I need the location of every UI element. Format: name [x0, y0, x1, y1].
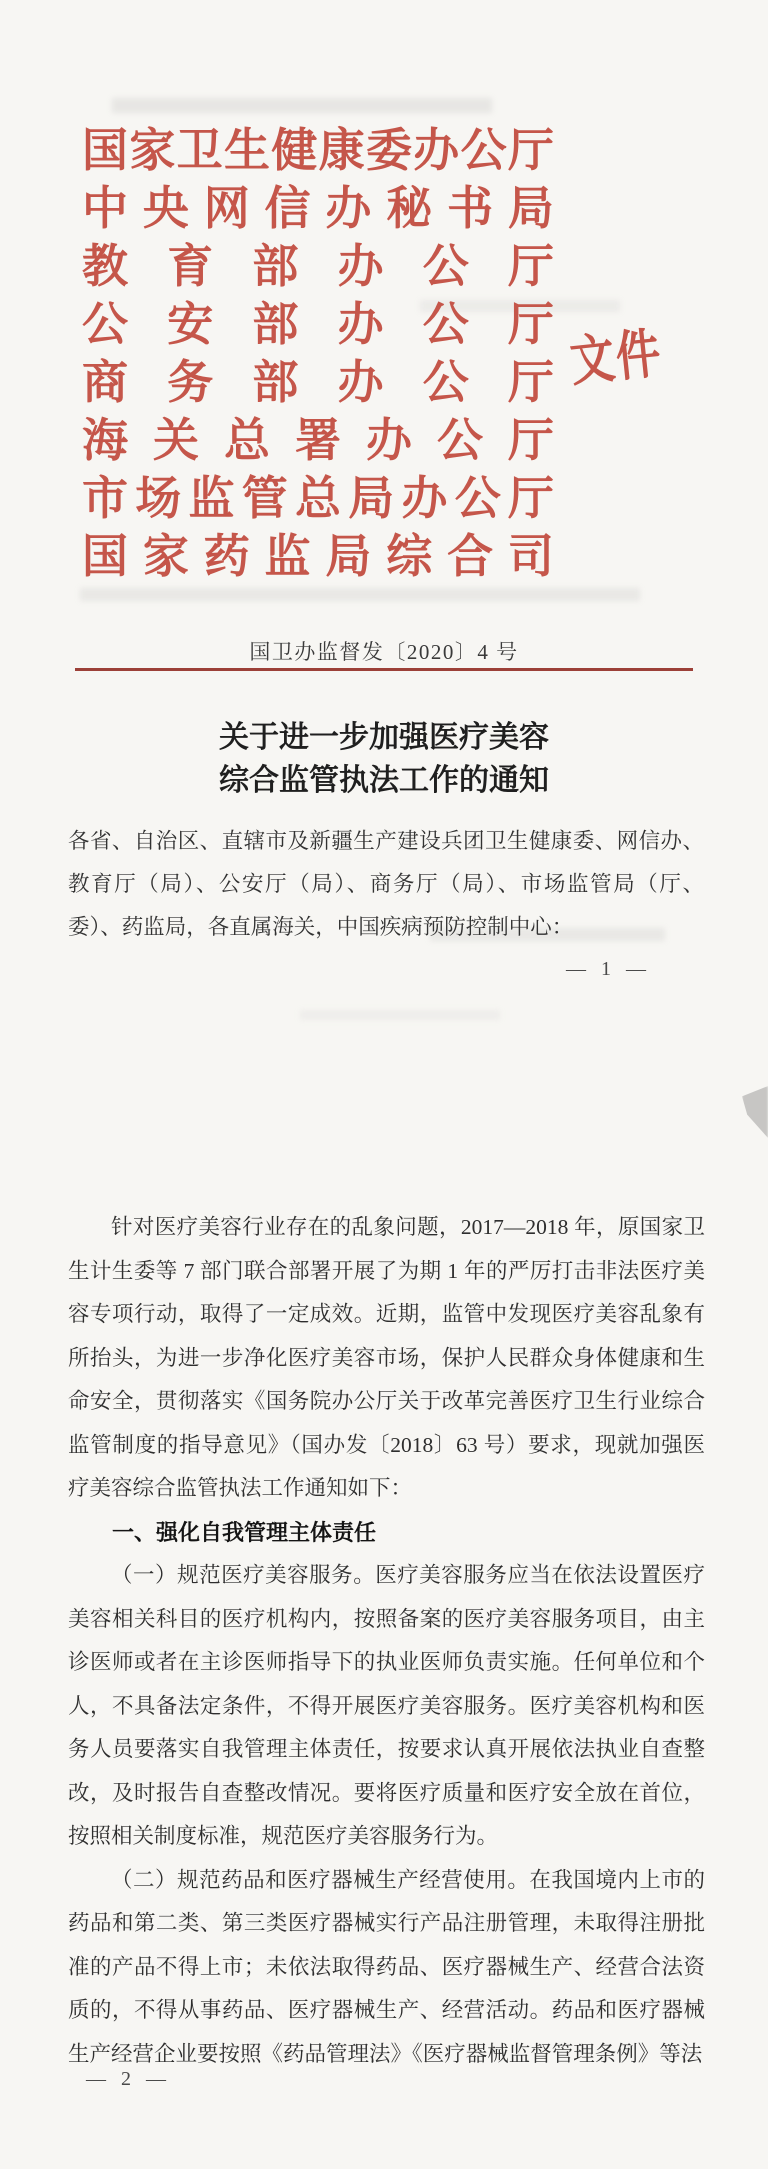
agency-line: 市 场 监 管 总 局 办 公 厅: [82, 473, 554, 524]
agency-line: 海 关 总 署 办 公 厅: [82, 415, 554, 466]
document-title: [0, 716, 768, 802]
page-2-number: — 2 —: [86, 2068, 166, 2090]
section-heading: 一、强化自我管理主体责任: [112, 1519, 377, 1545]
agency-line: 国 家 卫 生 健 康 委 办 公 厅: [82, 125, 554, 176]
addressee-paragraph: 各省、自治区、直辖市及新疆生产建设兵团卫生健康委、网信办、教育厅（局）、公安厅（局）、商务厅（局）、市场监管局（厅、委）、药监局，各直属海关，中国疾病预防控制中心：: [68, 829, 704, 939]
item-paragraph-2: （二）规范药品和医疗器械生产经营使用。在我国境内上市的药品和第二类、第三类医疗器械实行产品注册管理，未取得注册批准的产品不得上市；未依法取得药品、医疗器械生产、经营合法资质的，不得从事药品、医疗器械生产、经营活动。药品和医疗器械生产经营企业要按照《药品管理法》《医疗器械监督管理条例》等法: [68, 1867, 705, 2066]
red-separator-line: [75, 668, 693, 671]
title-line-2: 综合监管执法工作的通知: [219, 764, 549, 797]
agency-line: 中 央 网 信 办 秘 书 局: [82, 183, 554, 234]
agency-line: 教 育 部 办 公 厅: [82, 241, 554, 292]
scan-smudge: [80, 588, 640, 601]
agency-line: 公 安 部 办 公 厅: [82, 299, 554, 350]
scan-smudge: [300, 1010, 500, 1020]
title-line-1: 关于进一步加强医疗美容: [219, 721, 549, 754]
scan-smudge: [112, 98, 492, 113]
page-1-number: — 1 —: [566, 958, 646, 980]
page-2: [68, 1206, 705, 2076]
agency-line: 商 务 部 办 公 厅: [82, 357, 554, 408]
doc-number: 国卫办监督发〔2020〕4 号: [249, 640, 519, 664]
agency-rows: [82, 118, 554, 582]
item-paragraph-1: （一）规范医疗美容服务。医疗美容服务应当在依法设置医疗美容相关科目的医疗机构内，按照备案的医疗美容服务项目，由主诊医师或者在主诊医师指导下的执业医师负责实施。任何单位和个人，不具备法定条件，不得开展医疗美容服务。医疗美容机构和医务人员要落实自我管理主体责任，按要求认真开展依法执业自查整改，及时报告自查整改情况。要将医疗质量和医疗安全放在首位，按照相关制度标准，规范医疗美容服务行为。: [68, 1563, 705, 1848]
doc-type-label: 文件: [567, 323, 665, 393]
agency-line: 国 家 药 监 局 综 合 司: [82, 531, 554, 582]
page-edge-shadow: [742, 1086, 768, 1138]
agency-header-block: [82, 118, 554, 582]
intro-paragraph: 针对医疗美容行业存在的乱象问题，2017—2018 年，原国家卫生计生委等 7 部门联合部署开展了为期 1 年的严厉打击非法医疗美容专项行动，取得了一定成效。近期，监管中发现医疗美容乱象有所抬头，为进一步净化医疗美容市场，保护人民群众身体健康和生命安全，贯彻落实《国务院办公厅关于改革完善医疗卫生行业综合监管制度的指导意见》（国办发〔2018〕63 号）要求，现就加强医疗美容综合监管执法工作通知如下：: [68, 1215, 705, 1500]
